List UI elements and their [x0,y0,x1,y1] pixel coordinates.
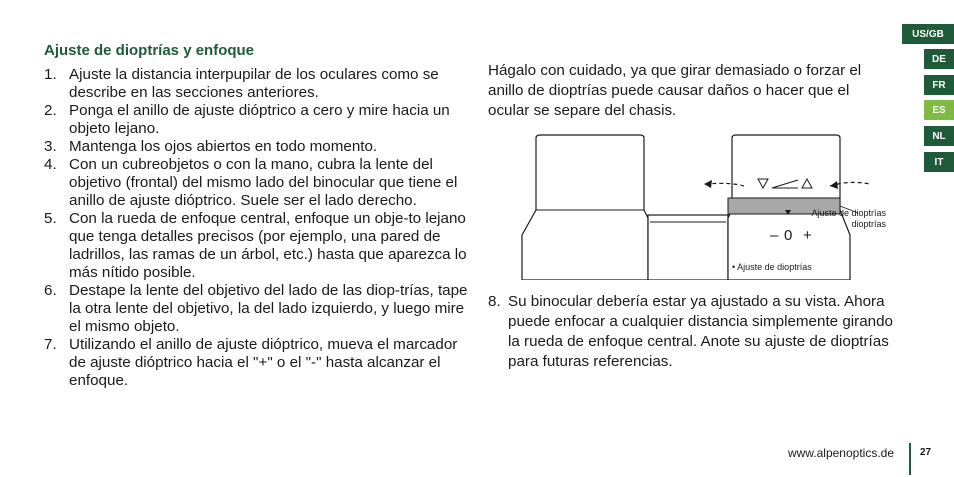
lang-tab-de[interactable]: DE [924,49,954,69]
lang-tab-es[interactable]: ES [924,100,954,120]
list-item: 5. Con la rueda de enfoque central, enfoque un obje-to lejano que tenga detalles precisos (por ejemplo, una pared de ladrillos, las ramas de un árbol, etc.) hasta que aparezca lo más nítido posible. [44,210,467,281]
list-item: 3. Mantenga los ojos abiertos en todo momento. [44,138,378,155]
ring-label-line2: dioptrías [851,219,886,229]
scale-plus: + [803,227,812,244]
center-bridge [648,215,728,280]
list-item: 1. Ajuste la distancia interpupilar de los oculares como se describe en las secciones anteriores. [44,66,439,101]
lang-tab-nl[interactable]: NL [924,126,954,146]
lang-tab-us-gb[interactable]: US/GB [902,24,954,44]
list-item: 7. Utilizando el anillo de ajuste dióptrico, mueva el marcador de ajuste dióptrico hacia el "+" o el "-" hasta alcanzar el enfoque. [44,336,458,389]
left-barrel [522,135,648,280]
caution-paragraph: Hágalo con cuidado, ya que girar demasiado o forzar el anillo de dioptrías puede causar daños o hacer que el ocular se separe del chasis. [488,62,862,119]
list-item: 6. Destape la lente del objetivo del lado de las diop-trías, tape la otra lente del objetivo, la del lado izquierdo, y luego mire el mismo objeto. [44,282,468,335]
list-item-8: 8. Su binocular debería estar ya ajustado a su vista. Ahora puede enfocar a cualquier distancia simplemente girando la rueda de enfoque central. Anote su ajuste de dioptrías para futuras referencias. [488,293,893,370]
list-item: 4. Con un cubreobjetos o con la mano, cubra la lente del objetivo (frontal) del mismo lado del binocular que tiene el anillo de ajuste dióptrico. Suele ser el lado derecho. [44,156,458,209]
page-number: 27 [920,447,932,458]
footer-divider [909,443,911,475]
marker-label: • Ajuste de dioptrías [732,262,812,272]
footer-url[interactable]: www.alpenoptics.de [787,446,894,460]
binocular-diagram [500,130,890,280]
instruction-list [44,66,474,390]
lang-tab-it[interactable]: IT [924,152,954,172]
lang-tab-fr[interactable]: FR [924,75,954,95]
list-item: 2. Ponga el anillo de ajuste dióptrico a cero y mire hacia un objeto lejano. [44,102,450,137]
section-heading: Ajuste de dioptrías y enfoque [44,42,255,59]
scale-zero: 0 [784,227,793,244]
scale-minus: – [770,227,779,244]
ring-label: Ajuste de dioptrías [811,208,886,218]
